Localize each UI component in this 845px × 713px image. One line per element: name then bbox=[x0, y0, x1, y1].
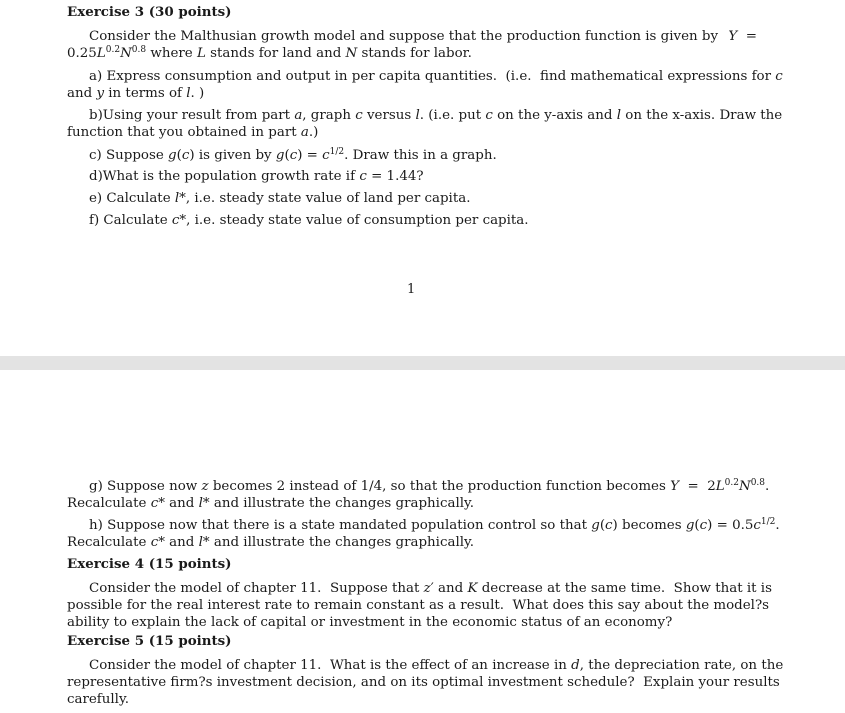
exercise-3-intro-line-2: $0.25L^{0.2}N^{0.8}$ where L stands for land and N stands for labor. bbox=[67, 45, 472, 61]
page-2 bbox=[0, 370, 845, 713]
page-number: 1 bbox=[407, 282, 416, 297]
part-f: f) Calculate c*, i.e. steady state value of consumption per capita. bbox=[89, 213, 529, 228]
exercise-4-line-1: Consider the model of chapter 11. Suppose that z′ and K decrease at the same time. Show that it is bbox=[89, 581, 772, 596]
page-gap bbox=[0, 356, 845, 370]
part-g-line-1: g) Suppose now z becomes 2 instead of 1/4, so that the production function becomes $Y = 2L^{0.2}N^{0.8}$. bbox=[89, 478, 770, 494]
exercise-4-line-3: ability to explain the lack of capital or investment in the economic status of an economy? bbox=[67, 615, 673, 630]
part-h-line-1: h) Suppose now that there is a state mandated population control so that g(c) becomes $g(c) = 0.5c^{1/2}$. bbox=[89, 517, 780, 533]
part-b-line-1: b)Using your result from part a, graph c versus l. (i.e. put c on the y-axis and l on the x-axis. Draw the bbox=[89, 108, 783, 123]
exercise-3-intro-line-1 bbox=[89, 28, 757, 45]
part-c: c) Suppose g(c) is given by $g(c) = c^{1/2}$. Draw this in a graph. bbox=[89, 147, 497, 163]
part-a-line-2: and y in terms of l. ) bbox=[67, 86, 205, 101]
exercise-5-line-2: representative firm?s investment decision, and on its optimal investment schedule? Explain your results bbox=[67, 675, 780, 690]
exercise-5-line-3: carefully. bbox=[67, 692, 129, 707]
exercise-5-line-1: Consider the model of chapter 11. What is the effect of an increase in d, the depreciation rate, on the bbox=[89, 658, 784, 673]
page-1 bbox=[0, 0, 845, 356]
part-a-line-1: a) Express consumption and output in per capita quantities. (i.e. find mathematical expressions for c bbox=[89, 69, 783, 84]
intro-text: Consider the Malthusian growth model and suppose that the production function is given by bbox=[89, 29, 719, 44]
part-d: d)What is the population growth rate if c = 1.44? bbox=[89, 169, 424, 184]
exercise-3-heading: Exercise 3 (30 points) bbox=[67, 4, 232, 20]
part-g-line-2: Recalculate c* and l* and illustrate the changes graphically. bbox=[67, 496, 475, 511]
exercise-4-line-2: possible for the real interest rate to remain constant as a result. What does this say about the model?s bbox=[67, 598, 770, 613]
part-e: e) Calculate l*, i.e. steady state value of land per capita. bbox=[89, 191, 471, 206]
exercise-4-heading: Exercise 4 (15 points) bbox=[67, 556, 232, 572]
exercise-5-heading: Exercise 5 (15 points) bbox=[67, 633, 232, 649]
part-h-line-2: Recalculate c* and l* and illustrate the changes graphically. bbox=[67, 535, 475, 550]
intro-equation-start: Y = bbox=[728, 29, 757, 44]
part-b-line-2: function that you obtained in part a.) bbox=[67, 125, 319, 140]
